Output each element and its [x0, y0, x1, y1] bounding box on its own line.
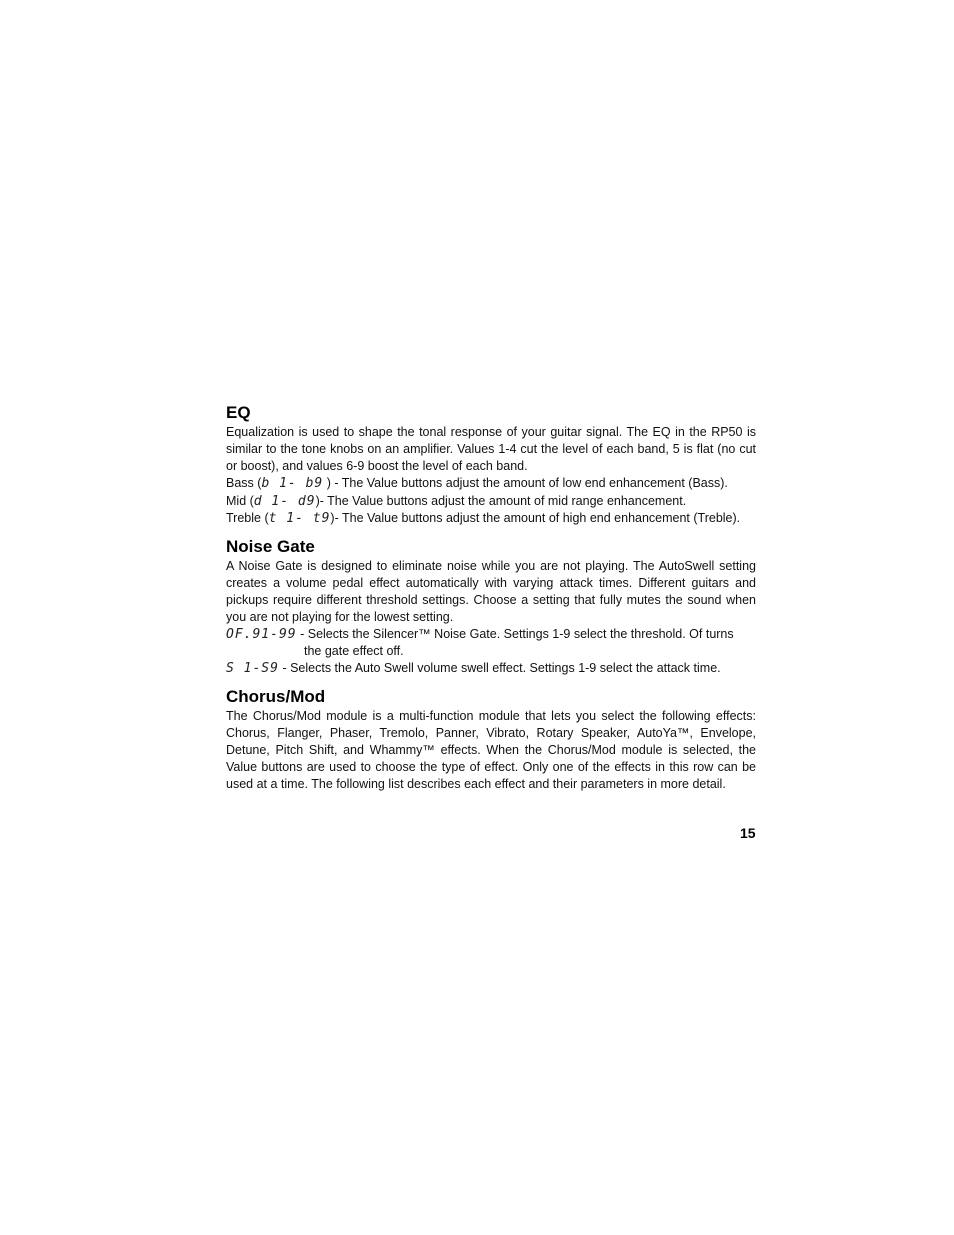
silencer-line: [226, 626, 756, 644]
treble-label: Treble (: [226, 511, 269, 525]
chorus-mod-intro: The Chorus/Mod module is a multi-function module that lets you select the following effects: Chorus, Flanger, Phaser, Tremolo, Panner, Vibrato, Rotary Speaker, AutoYa™, Envelope, Detune, Pitch Shift, and Whammy™ effects. When the Chorus/Mod module is selected, the Value buttons are used to choose the type of effect. Only one of the effects in this row can be used at a time. The following list describes each effect and their parameters in more detail.: [226, 708, 756, 791]
page-content: [226, 402, 756, 801]
treble-text: )- The Value buttons adjust the amount of high end enhancement (Treble).: [330, 511, 741, 525]
bass-label: Bass (: [226, 476, 262, 490]
silencer-text: - Selects the Silencer™ Noise Gate. Settings 1-9 select the threshold. Of turns: [296, 626, 734, 641]
eq-section: [226, 402, 756, 528]
noise-gate-heading: Noise Gate: [226, 536, 315, 556]
swell-code: S 1-S9: [226, 661, 279, 676]
eq-heading: EQ: [226, 403, 251, 422]
mid-code: d 1- d9: [253, 493, 316, 509]
silencer-code: OF.91-99: [226, 626, 297, 642]
bass-code: b 1- b9: [261, 476, 324, 491]
page-number: 15: [740, 825, 756, 841]
chorus-mod-heading: Chorus/Mod: [226, 686, 326, 706]
swell-text: - Selects the Auto Swell volume swell effect. Settings 1-9 select the attack time.: [278, 661, 721, 675]
treble-code: t 1- t9: [268, 511, 331, 526]
bass-text: ) - The Value buttons adjust the amount of low end enhancement (Bass).: [323, 476, 728, 490]
mid-label: Mid (: [226, 493, 254, 508]
eq-bass-line: [226, 475, 756, 493]
swell-line: [226, 660, 756, 678]
eq-mid-line: [226, 493, 756, 511]
chorus-mod-section: [226, 686, 756, 793]
eq-treble-line: [226, 510, 756, 528]
silencer-continuation: the gate effect off.: [304, 644, 404, 658]
eq-intro: Equalization is used to shape the tonal response of your guitar signal. The EQ in the RP50 is similar to the tone knobs on an amplifier. Values 1-4 cut the level of each band, 5 is flat (no cut or boost), and values 6-9 boost the level of each band.: [226, 425, 756, 473]
mid-text: )- The Value buttons adjust the amount of mid range enhancement.: [315, 493, 687, 508]
noise-gate-section: [226, 536, 756, 678]
noise-gate-intro: A Noise Gate is designed to eliminate noise while you are not playing. The AutoSwell setting creates a volume pedal effect automatically with varying attack times. Different guitars and pickups require different threshold settings. Choose a setting that fully mutes the sound when you are not playing for the lowest setting.: [226, 558, 756, 624]
